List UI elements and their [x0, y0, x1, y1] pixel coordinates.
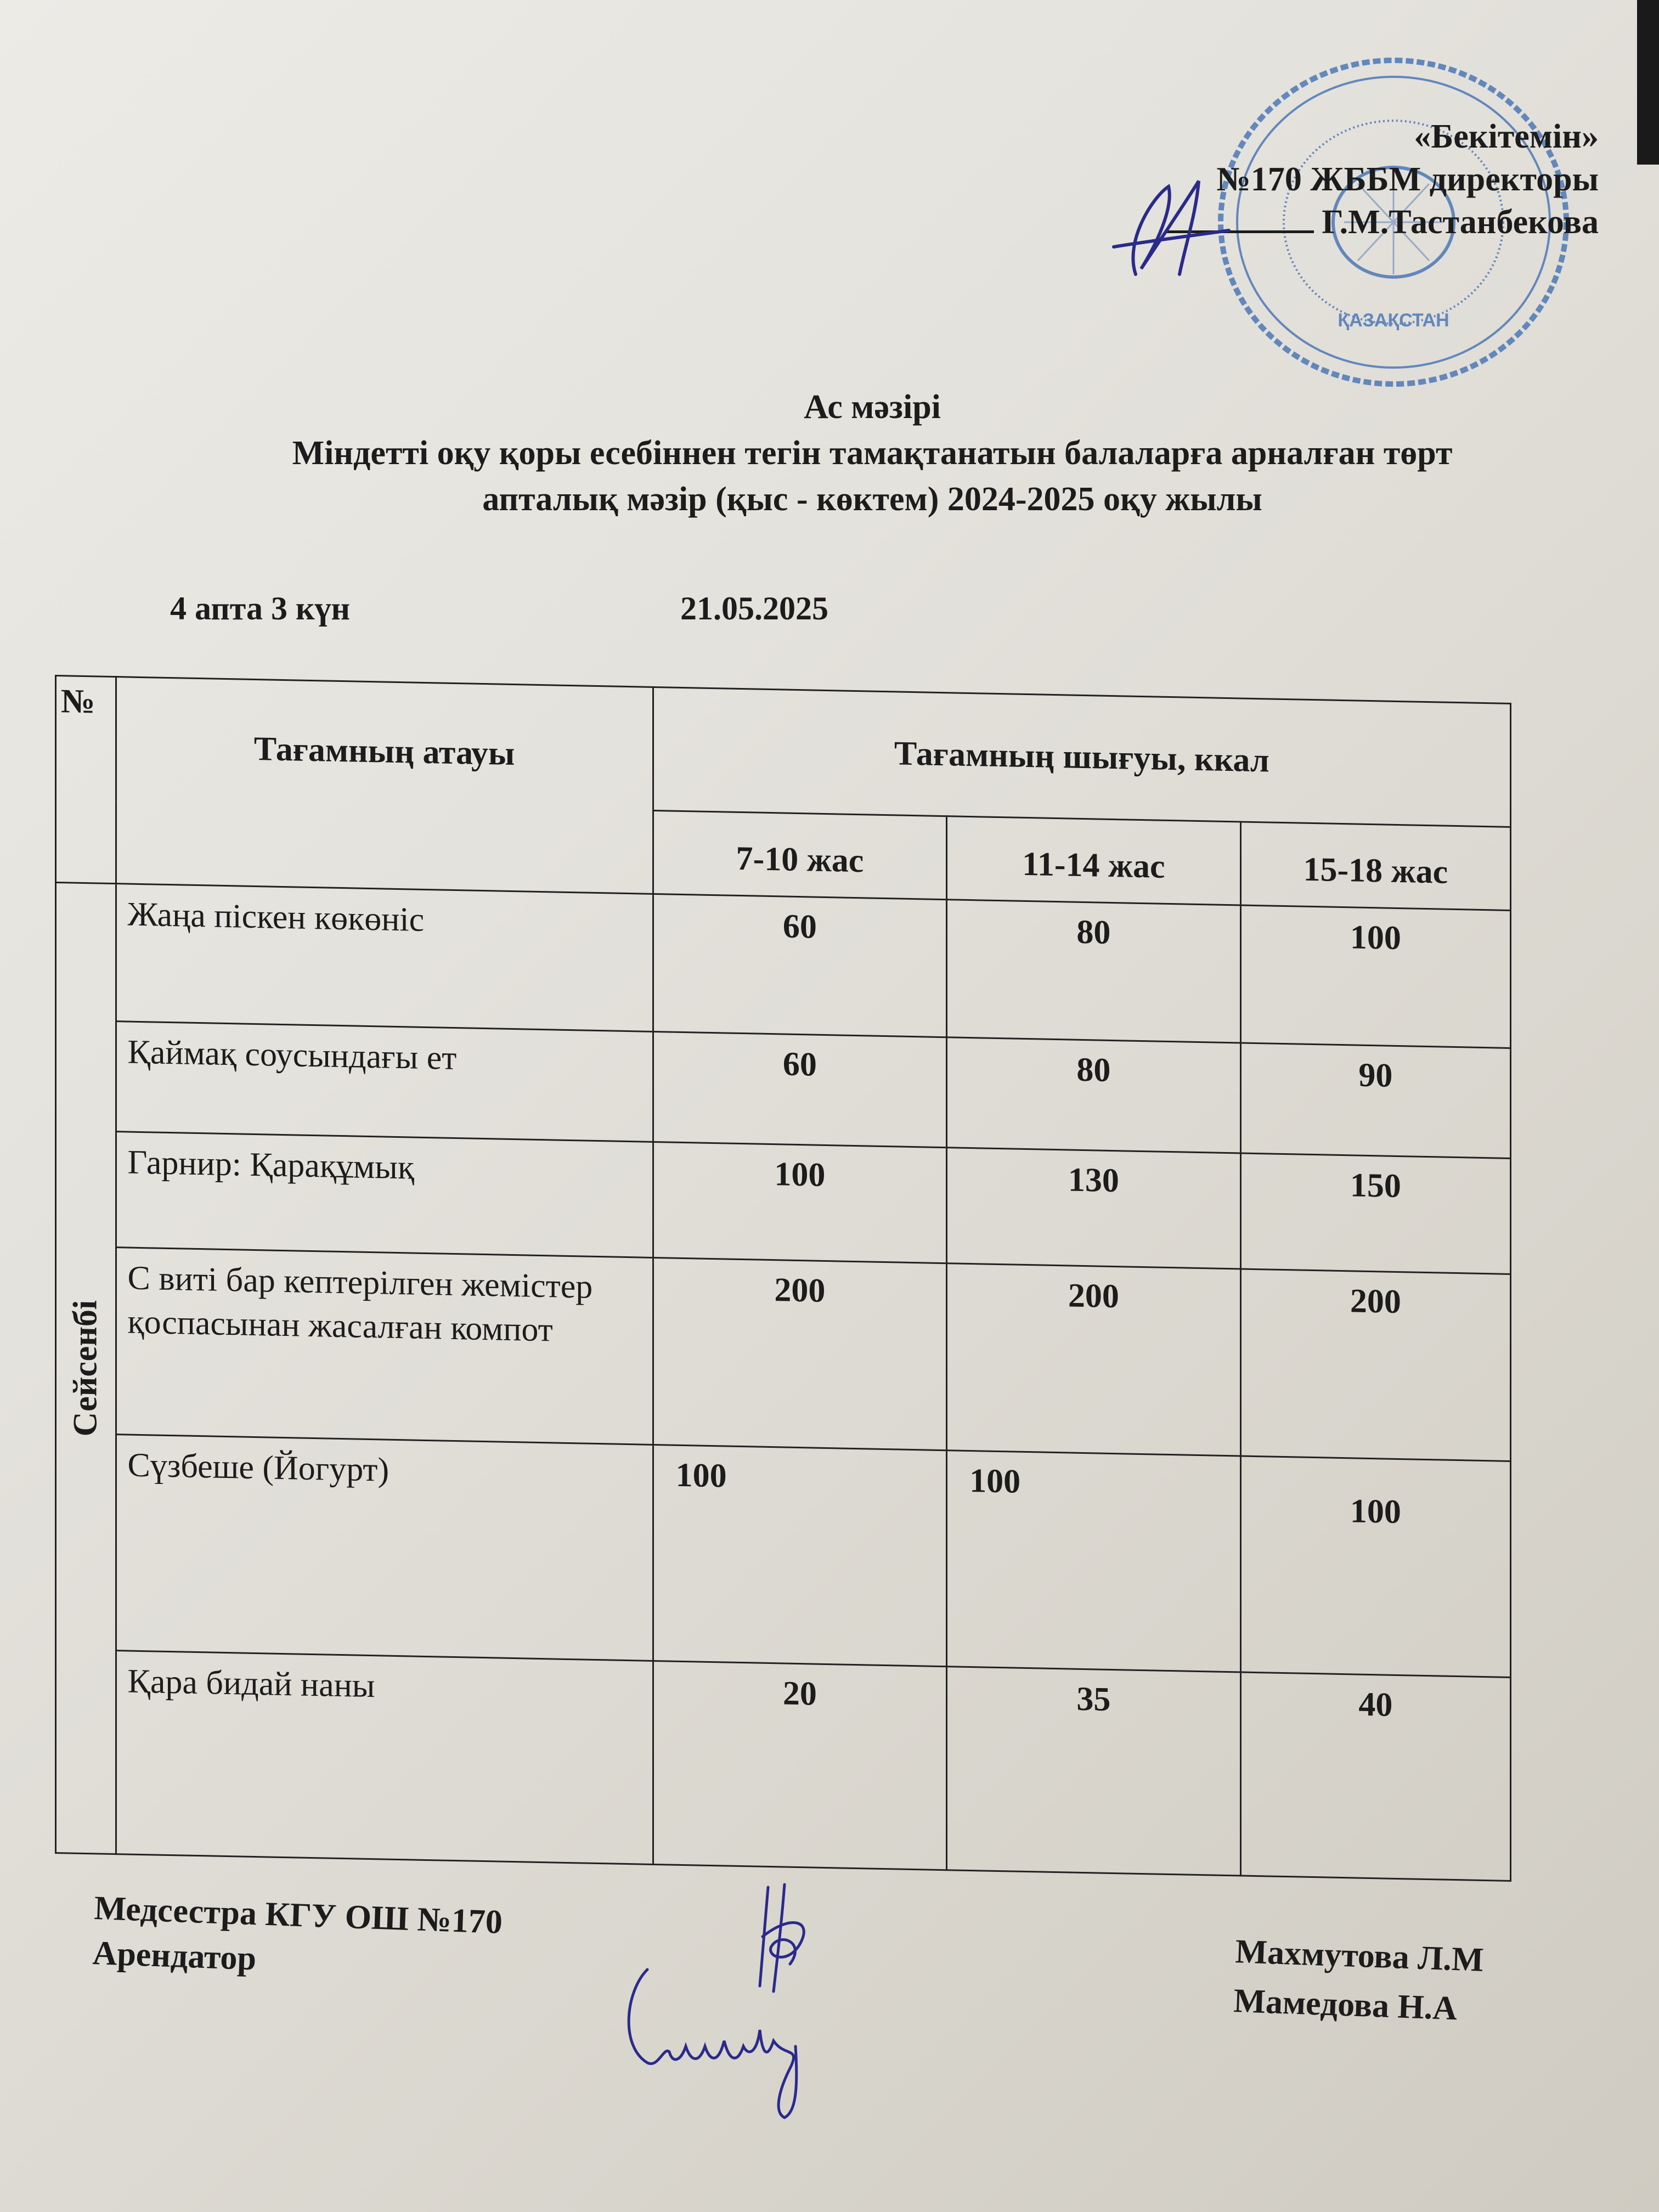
footer-titles [92, 1886, 503, 1990]
col-header-age-11-14: 11-14 жас [947, 816, 1240, 905]
dish-name: С виті бар кептерілген жемістер қоспасынан жасалған компот [116, 1248, 653, 1445]
dish-name: Сүзбеше (Йогурт) [116, 1435, 653, 1661]
approval-position: №170 ЖББМ директоры [1216, 161, 1599, 198]
col-header-number: № [56, 676, 116, 884]
kcal-7-10: 60 [653, 1031, 946, 1147]
week-day-label: 4 апта 3 күн [170, 590, 351, 627]
col-header-output: Тағамның шығуы, ккал [653, 687, 1510, 827]
day-cell [56, 883, 116, 1854]
title-line-2: Міндетті оқу қоры есебіннен тегін тамақтанатын балаларға арналған төрт [292, 435, 1453, 472]
title-line-3: апталық мәзір (қыс - көктем) 2024-2025 оқу жылы [482, 481, 1262, 518]
kcal-7-10: 20 [653, 1661, 946, 1870]
kcal-11-14: 130 [947, 1148, 1240, 1269]
dish-name: Жаңа піскен көкөніс [116, 884, 653, 1032]
footer-names [1233, 1927, 1485, 2034]
approval-heading: «Бекітемін» [1414, 118, 1599, 155]
nurse-name: Махмутова Л.М [1234, 1933, 1485, 1979]
menu-date: 21.05.2025 [680, 590, 828, 627]
kcal-11-14: 80 [947, 900, 1240, 1043]
kcal-15-18: 150 [1240, 1153, 1510, 1274]
dish-name: Гарнир: Қарақұмық [116, 1132, 653, 1258]
dish-name: Қаймақ соусындағы ет [116, 1022, 653, 1142]
photo-edge [1637, 0, 1659, 165]
bleed-through-shadow [33, 49, 527, 159]
table-row [56, 1246, 1511, 1462]
nurse-signature [760, 1884, 804, 1991]
kcal-7-10: 60 [653, 894, 946, 1037]
kcal-11-14: 200 [947, 1263, 1240, 1456]
kcal-7-10: 100 [653, 1142, 946, 1263]
kcal-15-18: 100 [1240, 905, 1510, 1048]
kcal-11-14: 100 [947, 1451, 1240, 1672]
col-header-age-15-18: 15-18 жас [1240, 822, 1510, 910]
table-row [56, 883, 1511, 1048]
document-title [165, 384, 1580, 522]
tenant-signature [629, 1970, 797, 2118]
kcal-15-18: 200 [1240, 1269, 1510, 1461]
director-signature [1103, 165, 1245, 285]
table-row [56, 1650, 1511, 1881]
table-row [56, 1434, 1511, 1678]
kcal-11-14: 80 [947, 1037, 1240, 1153]
kcal-7-10: 200 [653, 1257, 946, 1450]
approval-name: Г.М.Тастанбекова [1322, 204, 1599, 241]
table-header-row [56, 676, 1511, 827]
footer-signatures [603, 1882, 944, 2123]
day-label: Сейсенбі [66, 1300, 104, 1437]
tenant-name: Мамедова Н.А [1233, 1982, 1458, 2028]
kcal-7-10: 100 [653, 1444, 946, 1666]
col-header-age-7-10: 7-10 жас [653, 810, 946, 899]
kcal-15-18: 40 [1240, 1672, 1510, 1881]
kcal-11-14: 35 [947, 1667, 1240, 1876]
kcal-15-18: 100 [1240, 1456, 1510, 1677]
nurse-title: Медсестра КГУ ОШ №170 [93, 1889, 503, 1941]
title-line-1: Ас мәзірі [804, 388, 941, 426]
stamp-text: ҚАЗАҚСТАН [1338, 310, 1449, 331]
dish-name: Қара бидай наны [116, 1651, 653, 1865]
col-header-dish-name: Тағамның атауы [116, 677, 653, 894]
kcal-15-18: 90 [1240, 1043, 1510, 1158]
tenant-title: Арендатор [92, 1934, 257, 1978]
menu-table [55, 675, 1511, 1882]
